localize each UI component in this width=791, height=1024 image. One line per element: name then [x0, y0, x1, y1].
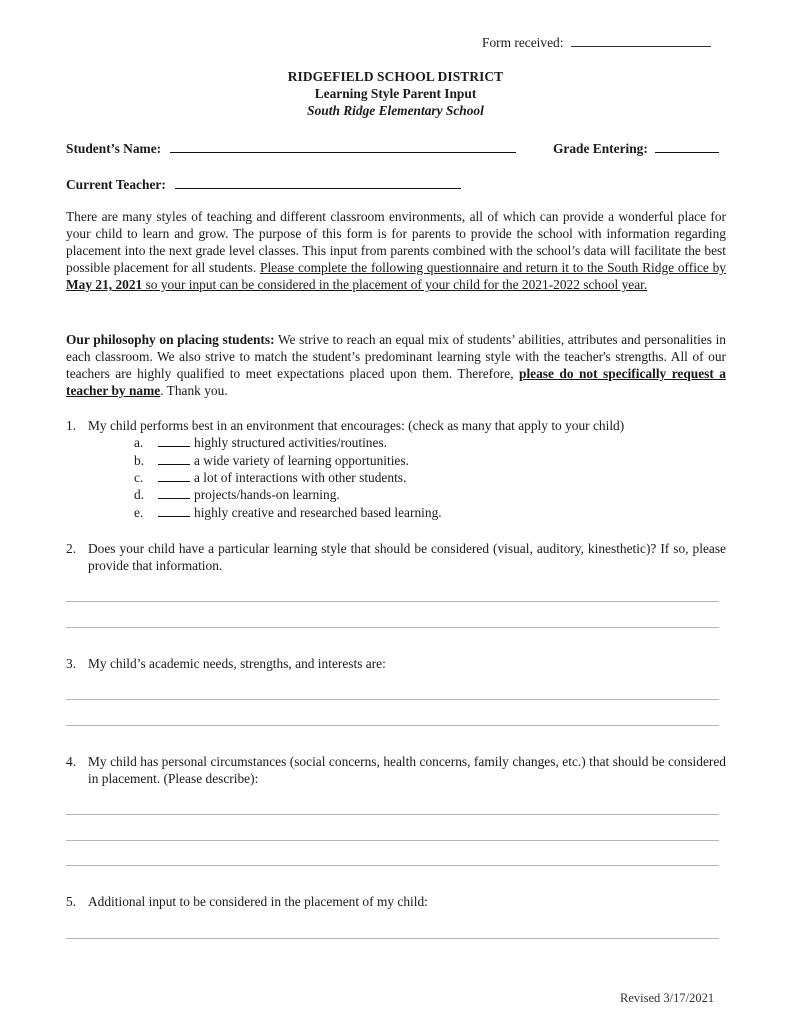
- current-teacher-row: [66, 175, 461, 193]
- form-title: Learning Style Parent Input: [314, 86, 477, 101]
- student-name-field[interactable]: [170, 139, 516, 153]
- question-text: My child performs best in an environment that encourages: (check as many that apply to your child): [88, 418, 625, 433]
- option-a: [134, 434, 387, 451]
- question-2: [66, 540, 726, 574]
- question-5: [66, 893, 726, 910]
- option-check-blank[interactable]: [158, 452, 190, 465]
- answer-line[interactable]: [66, 938, 719, 939]
- philosophy-emphasis: please do not specifically request a teacher by name: [66, 366, 726, 398]
- question-number: 5.: [66, 894, 77, 909]
- question-4: [66, 753, 726, 787]
- question-number: 1.: [66, 418, 77, 433]
- intro-deadline: May 21, 2021: [66, 277, 143, 292]
- answer-line[interactable]: [66, 814, 719, 815]
- grade-entering-row: [553, 139, 719, 157]
- answer-line[interactable]: [66, 699, 719, 700]
- answer-line[interactable]: [66, 725, 719, 726]
- question-1: [66, 417, 726, 434]
- form-received-blank[interactable]: [571, 33, 711, 47]
- option-text: highly structured activities/routines.: [194, 435, 388, 450]
- question-text: Does your child have a particular learning style that should be considered (visual, auditory, kinesthetic)? If so, please provide that information.: [88, 541, 726, 573]
- form-received: [482, 33, 711, 51]
- grade-entering-label: Grade Entering:: [553, 141, 648, 156]
- answer-line[interactable]: [66, 627, 719, 628]
- option-c: [134, 469, 406, 486]
- option-check-blank[interactable]: [158, 504, 190, 517]
- current-teacher-label: Current Teacher:: [66, 177, 166, 192]
- option-letter: e.: [134, 505, 144, 520]
- option-e: [134, 504, 442, 521]
- school-name: South Ridge Elementary School: [307, 103, 484, 118]
- student-name-label: Student’s Name:: [66, 141, 162, 156]
- philosophy-paragraph: [66, 331, 726, 399]
- grade-entering-field[interactable]: [655, 139, 719, 153]
- intro-text: There are many styles of teaching and different classroom environments, all of which can provide a wonderful place for your child to learn and grow. The purpose of this form is for parents to provide the school with information regarding placement into the next grade level classes. This input from parents combined with the school’s data will facilitate the best possible placement for all students.: [66, 209, 726, 275]
- option-letter: c.: [134, 470, 144, 485]
- option-text: projects/hands-on learning.: [194, 487, 340, 502]
- document-header: [0, 68, 791, 119]
- revised-date: Revised 3/17/2021: [620, 991, 715, 1005]
- option-text: a wide variety of learning opportunities.: [194, 453, 409, 468]
- intro-paragraph: [66, 208, 726, 293]
- option-check-blank[interactable]: [158, 486, 190, 499]
- question-number: 4.: [66, 754, 77, 769]
- option-letter: a.: [134, 435, 144, 450]
- answer-line[interactable]: [66, 865, 719, 866]
- philosophy-closing: . Thank you.: [160, 383, 228, 398]
- option-d: [134, 486, 340, 503]
- option-letter: d.: [134, 487, 145, 502]
- question-text: Additional input to be considered in the placement of my child:: [88, 894, 428, 909]
- option-check-blank[interactable]: [158, 469, 190, 482]
- option-b: [134, 452, 409, 469]
- question-text: My child has personal circumstances (social concerns, health concerns, family changes, etc.) that should be considered in placement. (Please describe):: [88, 754, 726, 786]
- option-check-blank[interactable]: [158, 434, 190, 447]
- philosophy-label: Our philosophy on placing students:: [66, 332, 275, 347]
- district-name: RIDGEFIELD SCHOOL DISTRICT: [287, 69, 504, 84]
- form-received-label: Form received:: [482, 35, 564, 50]
- intro-underlined-2: so your input can be considered in the placement of your child for the 2021-2022 school year.: [142, 277, 648, 292]
- option-letter: b.: [134, 453, 145, 468]
- answer-line[interactable]: [66, 601, 719, 602]
- question-text: My child’s academic needs, strengths, and interests are:: [88, 656, 386, 671]
- answer-line[interactable]: [66, 840, 719, 841]
- question-number: 3.: [66, 656, 77, 671]
- question-number: 2.: [66, 541, 77, 556]
- option-text: a lot of interactions with other students.: [194, 470, 407, 485]
- intro-underlined-1: Please complete the following questionnaire and return it to the South Ridge office by: [260, 260, 726, 275]
- current-teacher-field[interactable]: [175, 175, 461, 189]
- option-text: highly creative and researched based learning.: [194, 505, 442, 520]
- question-3: [66, 655, 726, 672]
- philosophy-text: We strive to reach an equal mix of students’ abilities, attributes and personalities in each classroom. We also strive to match the student’s predominant learning style with the teacher's strengths. All of our teachers are highly qualified to meet expectations placed upon them. Therefore,: [66, 332, 726, 381]
- student-name-row: [66, 139, 516, 157]
